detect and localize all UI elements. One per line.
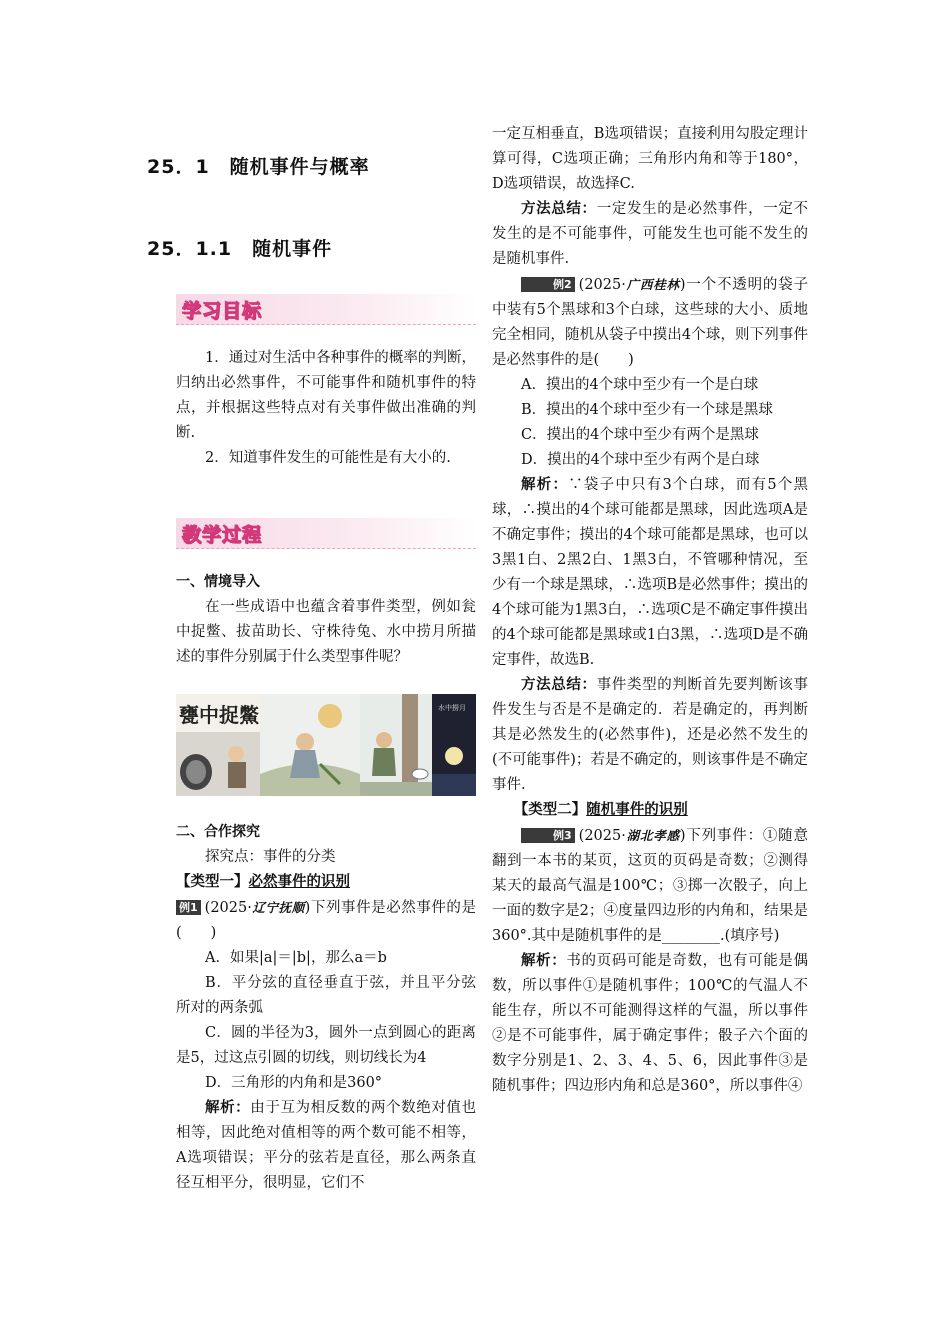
banner-label: 学习目标 (182, 300, 263, 322)
analysis-label: 解析： (521, 477, 569, 493)
learning-goals-banner (176, 294, 476, 325)
intro-section (176, 570, 476, 670)
option-c: C．摸出的4个球中至少有两个是黑球 (521, 427, 759, 443)
analysis-text: 由于互为相反数的两个数绝对值也相等，因此绝对值相等的两个数可能不相等，A选项错误；平分的弦若是直径，那么两条直径互相平分，很明显，它们不 (176, 1100, 476, 1191)
goal-item: 2．知道事件发生的可能性是有大小的. (205, 450, 451, 466)
example-1-analysis (176, 1096, 476, 1196)
goal-item: 1．通过对生活中各种事件的概率的判断，归纳出必然事件，不可能事件和随机事件的特点，并根据这些特点对有关事件做出准确的判断. (176, 350, 476, 441)
option-b: B．平分弦的直径垂直于弦，并且平分弦所对的两条弧 (176, 975, 476, 1016)
idiom-picture-1 (176, 694, 260, 796)
idiom-picture-4 (432, 694, 476, 796)
right-content (492, 122, 808, 1099)
explore-heading: 二、合作探究 (176, 824, 260, 840)
analysis-label: 解析： (521, 953, 567, 969)
type-tag: 【类型一】 (176, 874, 249, 890)
explore-point: 探究点：事件的分类 (205, 849, 336, 865)
example-1-stem (176, 895, 476, 946)
example-badge: 例1 (176, 900, 201, 915)
example-year: (2025· (204, 900, 252, 916)
type-tag: 【类型二】 (513, 802, 587, 818)
section-title: 25．1 随机事件与概率 (147, 156, 370, 178)
method-label: 方法总结： (521, 677, 597, 693)
intro-text: 在一些成语中也蕴含着事件类型，例如瓮中捉鳖、拔苗助长、守株待兔、水中捞月所描述的事件分别属于什么类型事件呢？ (176, 599, 476, 665)
method-text: 事件类型的判断首先要判断该事件发生与否是不是确定的．若是确定的，再判断其是必然发生的(必然事件)，还是必然不发生的(不可能事件)；若是不确定的，则该事件是不确定事件. (492, 677, 809, 793)
example-source: 湖北孝感 (625, 828, 680, 843)
subsection-title: 25．1.1 随机事件 (147, 238, 333, 260)
example-stem-text: )一个不透明的袋子中装有5个黑球和3个白球，这些球的大小、质地完全相同，随机从袋子中摸出4个球，则下列事件是必然事件的是( ) (492, 277, 808, 368)
example-stem-text: )下列事件是必然事件的是( ) (176, 900, 476, 941)
idiom-picture-2 (260, 694, 360, 796)
option-d: D．摸出的4个球中至少有两个是白球 (521, 452, 760, 468)
example-source: 辽宁抚顺 (251, 900, 305, 915)
type-name: 随机事件的识别 (586, 802, 688, 818)
intro-heading: 一、情境导入 (176, 574, 260, 590)
method-label: 方法总结： (521, 201, 597, 217)
example-source: 广西桂林 (625, 277, 680, 292)
method-summary-2 (492, 673, 808, 798)
example-2-analysis (492, 473, 808, 673)
learning-goals (176, 346, 476, 471)
banner-label: 教学过程 (182, 524, 263, 546)
analysis-tail: 一定互相垂直，B选项错误；直接利用勾股定理计算可得，C选项正确；三角形内角和等于180°，D选项错误，故选择C. (492, 126, 808, 192)
option-a: A．如果|a|＝|b|，那么a＝b (205, 950, 387, 966)
example-year: (2025· (578, 828, 626, 844)
example-2-stem (492, 272, 808, 373)
example-3-analysis (492, 949, 808, 1099)
example-stem-text: )下列事件：①随意翻到一本书的某页，这页的页码是奇数；②测得某天的最高气温是100℃；③掷一次骰子，向上一面的数字是2；④度量四边形的内角和，结果是360°.其中是随机事件的是________.(填序号) (492, 828, 808, 944)
idiom-pictures (176, 694, 476, 796)
picture-text: 水中撈月 (438, 704, 466, 712)
option-b: B．摸出的4个球中至少有一个球是黑球 (521, 402, 773, 418)
analysis-label: 解析： (205, 1100, 251, 1116)
option-a: A．摸出的4个球中至少有一个是白球 (521, 377, 759, 393)
option-c: C．圆的半径为3，圆外一点到圆心的距离是5，过这点引圆的切线，则切线长为4 (176, 1025, 476, 1066)
option-d: D．三角形的内角和是360° (205, 1075, 383, 1091)
type2-heading (492, 798, 808, 823)
teaching-process-banner (176, 518, 476, 549)
analysis-text: ∵袋子中只有3个白球，而有5个黑球，∴摸出的4个球可能都是黑球，因此选项A是不确定事件；摸出的4个球可能都是黑球，也可以3黑1白、2黑2白、1黑3白，不管哪种情况，至少有一个球是黑球，∴选项B是必然事件；摸出的4个球可能为1黑3白，∴选项C是不确定事件摸出的4个球可能都是黑球或1白3黑，∴选项D是不确定事件，故选B. (492, 477, 809, 668)
method-text: 一定发生的是必然事件，一定不发生的是不可能事件，可能发生也可能不发生的是随机事件. (492, 201, 809, 267)
example-3-stem (492, 823, 808, 949)
example-badge: 例2 (521, 277, 575, 292)
example-year: (2025· (578, 277, 626, 293)
explore-section (176, 820, 476, 1196)
example-badge: 例3 (521, 828, 575, 843)
method-summary-1 (492, 197, 808, 272)
picture-text: 甕中捉鱉 (179, 703, 259, 727)
type1-heading (176, 870, 476, 895)
analysis-text: 书的页码可能是奇数，也有可能是偶数，所以事件①是随机事件；100℃的气温人不能生存，所以不可能测得这样的气温，所以事件②是不可能事件，属于确定事件；骰子六个面的数字分别是1、2、3、4、5、6，因此事件③是随机事件；四边形内角和总是360°，所以事件④ (492, 953, 809, 1094)
idiom-picture-3 (360, 694, 432, 796)
type-name: 必然事件的识别 (248, 874, 350, 890)
